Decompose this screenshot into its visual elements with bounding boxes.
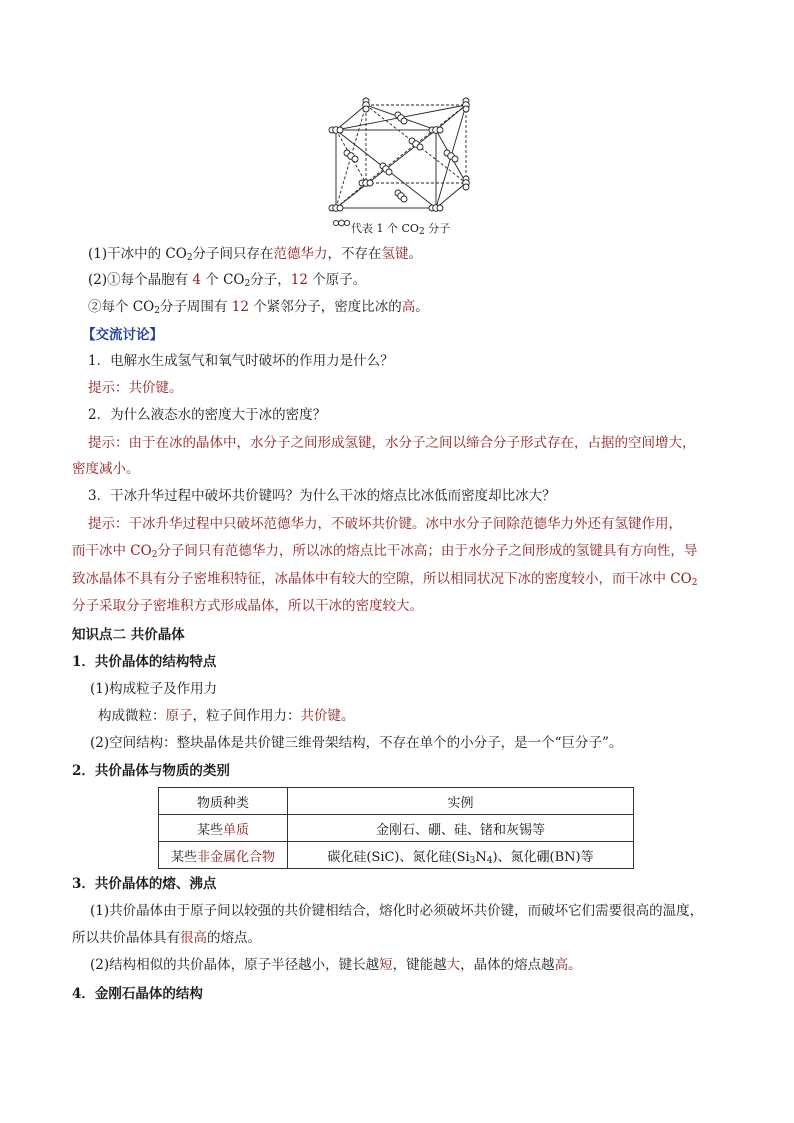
section-3-item-1-line-1: (1)共价晶体由于原子间以较强的共价键相结合，熔化时必须破坏共价键，而破坏它们需要很高的温度， bbox=[90, 903, 704, 919]
dry-ice-unit-cell-diagram bbox=[326, 95, 476, 230]
dry-ice-point-1: (1)干冰中的 $CO_2$分子间只存在范德华力，不存在氢键。 bbox=[88, 246, 423, 263]
table-header-cell: 物质种类 bbox=[159, 788, 288, 815]
section-2-title: 2．共价晶体与物质的类别 bbox=[72, 763, 230, 779]
crystal-type-table bbox=[158, 787, 634, 869]
question-3: 3．干冰升华过程中破坏共价键吗？为什么干冰的熔点比冰低而密度却比冰大？ bbox=[88, 488, 556, 504]
section-1-title: 1．共价晶体的结构特点 bbox=[72, 654, 217, 670]
section-3-item-1-line-2: 所以共价晶体具有很高的熔点。 bbox=[72, 930, 261, 946]
table-cell: 碳化硅(SiC)、氮化硅$(Si_3N_4)$、氮化硼(BN)等 bbox=[288, 842, 634, 869]
question-2: 2．为什么液态水的密度大于冰的密度？ bbox=[88, 407, 327, 423]
section-1-item-1: (1)构成粒子及作用力 bbox=[90, 681, 218, 697]
answer-2-line-2: 密度减小。 bbox=[72, 461, 140, 477]
table-header-row bbox=[159, 788, 634, 815]
answer-1: 提示：共价键。 bbox=[88, 380, 183, 396]
answer-3-line-4: 分子采取分子密堆积方式形成晶体，所以干冰的密度较大。 bbox=[72, 598, 423, 614]
section-1-item-3: (2)空间结构：整块晶体是共价键三维骨架结构，不存在单个的小分子，是一个“巨分子”。 bbox=[90, 735, 623, 751]
dry-ice-point-3: ②每个 $CO_2$分子周围有 12 个紧邻分子，密度比冰的高。 bbox=[88, 299, 429, 316]
section-3-item-2: (2)结构相似的共价晶体，原子半径越小，键长越短，键能越大，晶体的熔点越高。 bbox=[90, 957, 582, 973]
section-3-title: 3．共价晶体的熔、沸点 bbox=[72, 876, 217, 892]
discussion-heading: 【交流讨论】 bbox=[82, 327, 163, 343]
answer-3-line-2: 而干冰中 $CO_2$分子间只有范德华力，所以冰的熔点比干冰高；由于水分子之间形成的氢键具有方向性，导 bbox=[72, 543, 698, 560]
answer-2-line-1: 提示：由于在冰的晶体中，水分子之间形成氢键，水分子之间以缔合分子形式存在，占据的空间增大， bbox=[88, 435, 696, 451]
question-1: 1．电解水生成氢气和氧气时破坏的作用力是什么？ bbox=[88, 353, 394, 369]
section-1-item-2: 构成微粒：原子，粒子间作用力：共价键。 bbox=[98, 708, 355, 724]
knowledge-point-2-title: 知识点二 共价晶体 bbox=[72, 627, 185, 643]
table-cell: 金刚石、硼、硅、锗和灰锡等 bbox=[288, 815, 634, 842]
answer-3-line-3: 致冰晶体不具有分子密堆积特征，冰晶体中有较大的空隙，所以相同状况下冰的密度较小，而干冰中 $CO_2$ bbox=[72, 571, 698, 588]
table-cell: 某些非金属化合物 bbox=[159, 842, 288, 869]
section-4-title: 4．金刚石晶体的结构 bbox=[72, 986, 203, 1002]
table-row bbox=[159, 842, 634, 869]
figure-caption: 代表 1 个 $CO_2$ 分子 bbox=[351, 222, 451, 237]
table-cell: 某些单质 bbox=[159, 815, 288, 842]
table-header-cell: 实例 bbox=[288, 788, 634, 815]
table-row bbox=[159, 815, 634, 842]
answer-3-line-1: 提示：干冰升华过程中只破坏范德华力，不破坏共价键。冰中水分子间除范德华力外还有氢键作用， bbox=[88, 516, 682, 532]
dry-ice-point-2: (2)①每个晶胞有 4 个 $CO_2$分子，12 个原子。 bbox=[88, 272, 367, 289]
